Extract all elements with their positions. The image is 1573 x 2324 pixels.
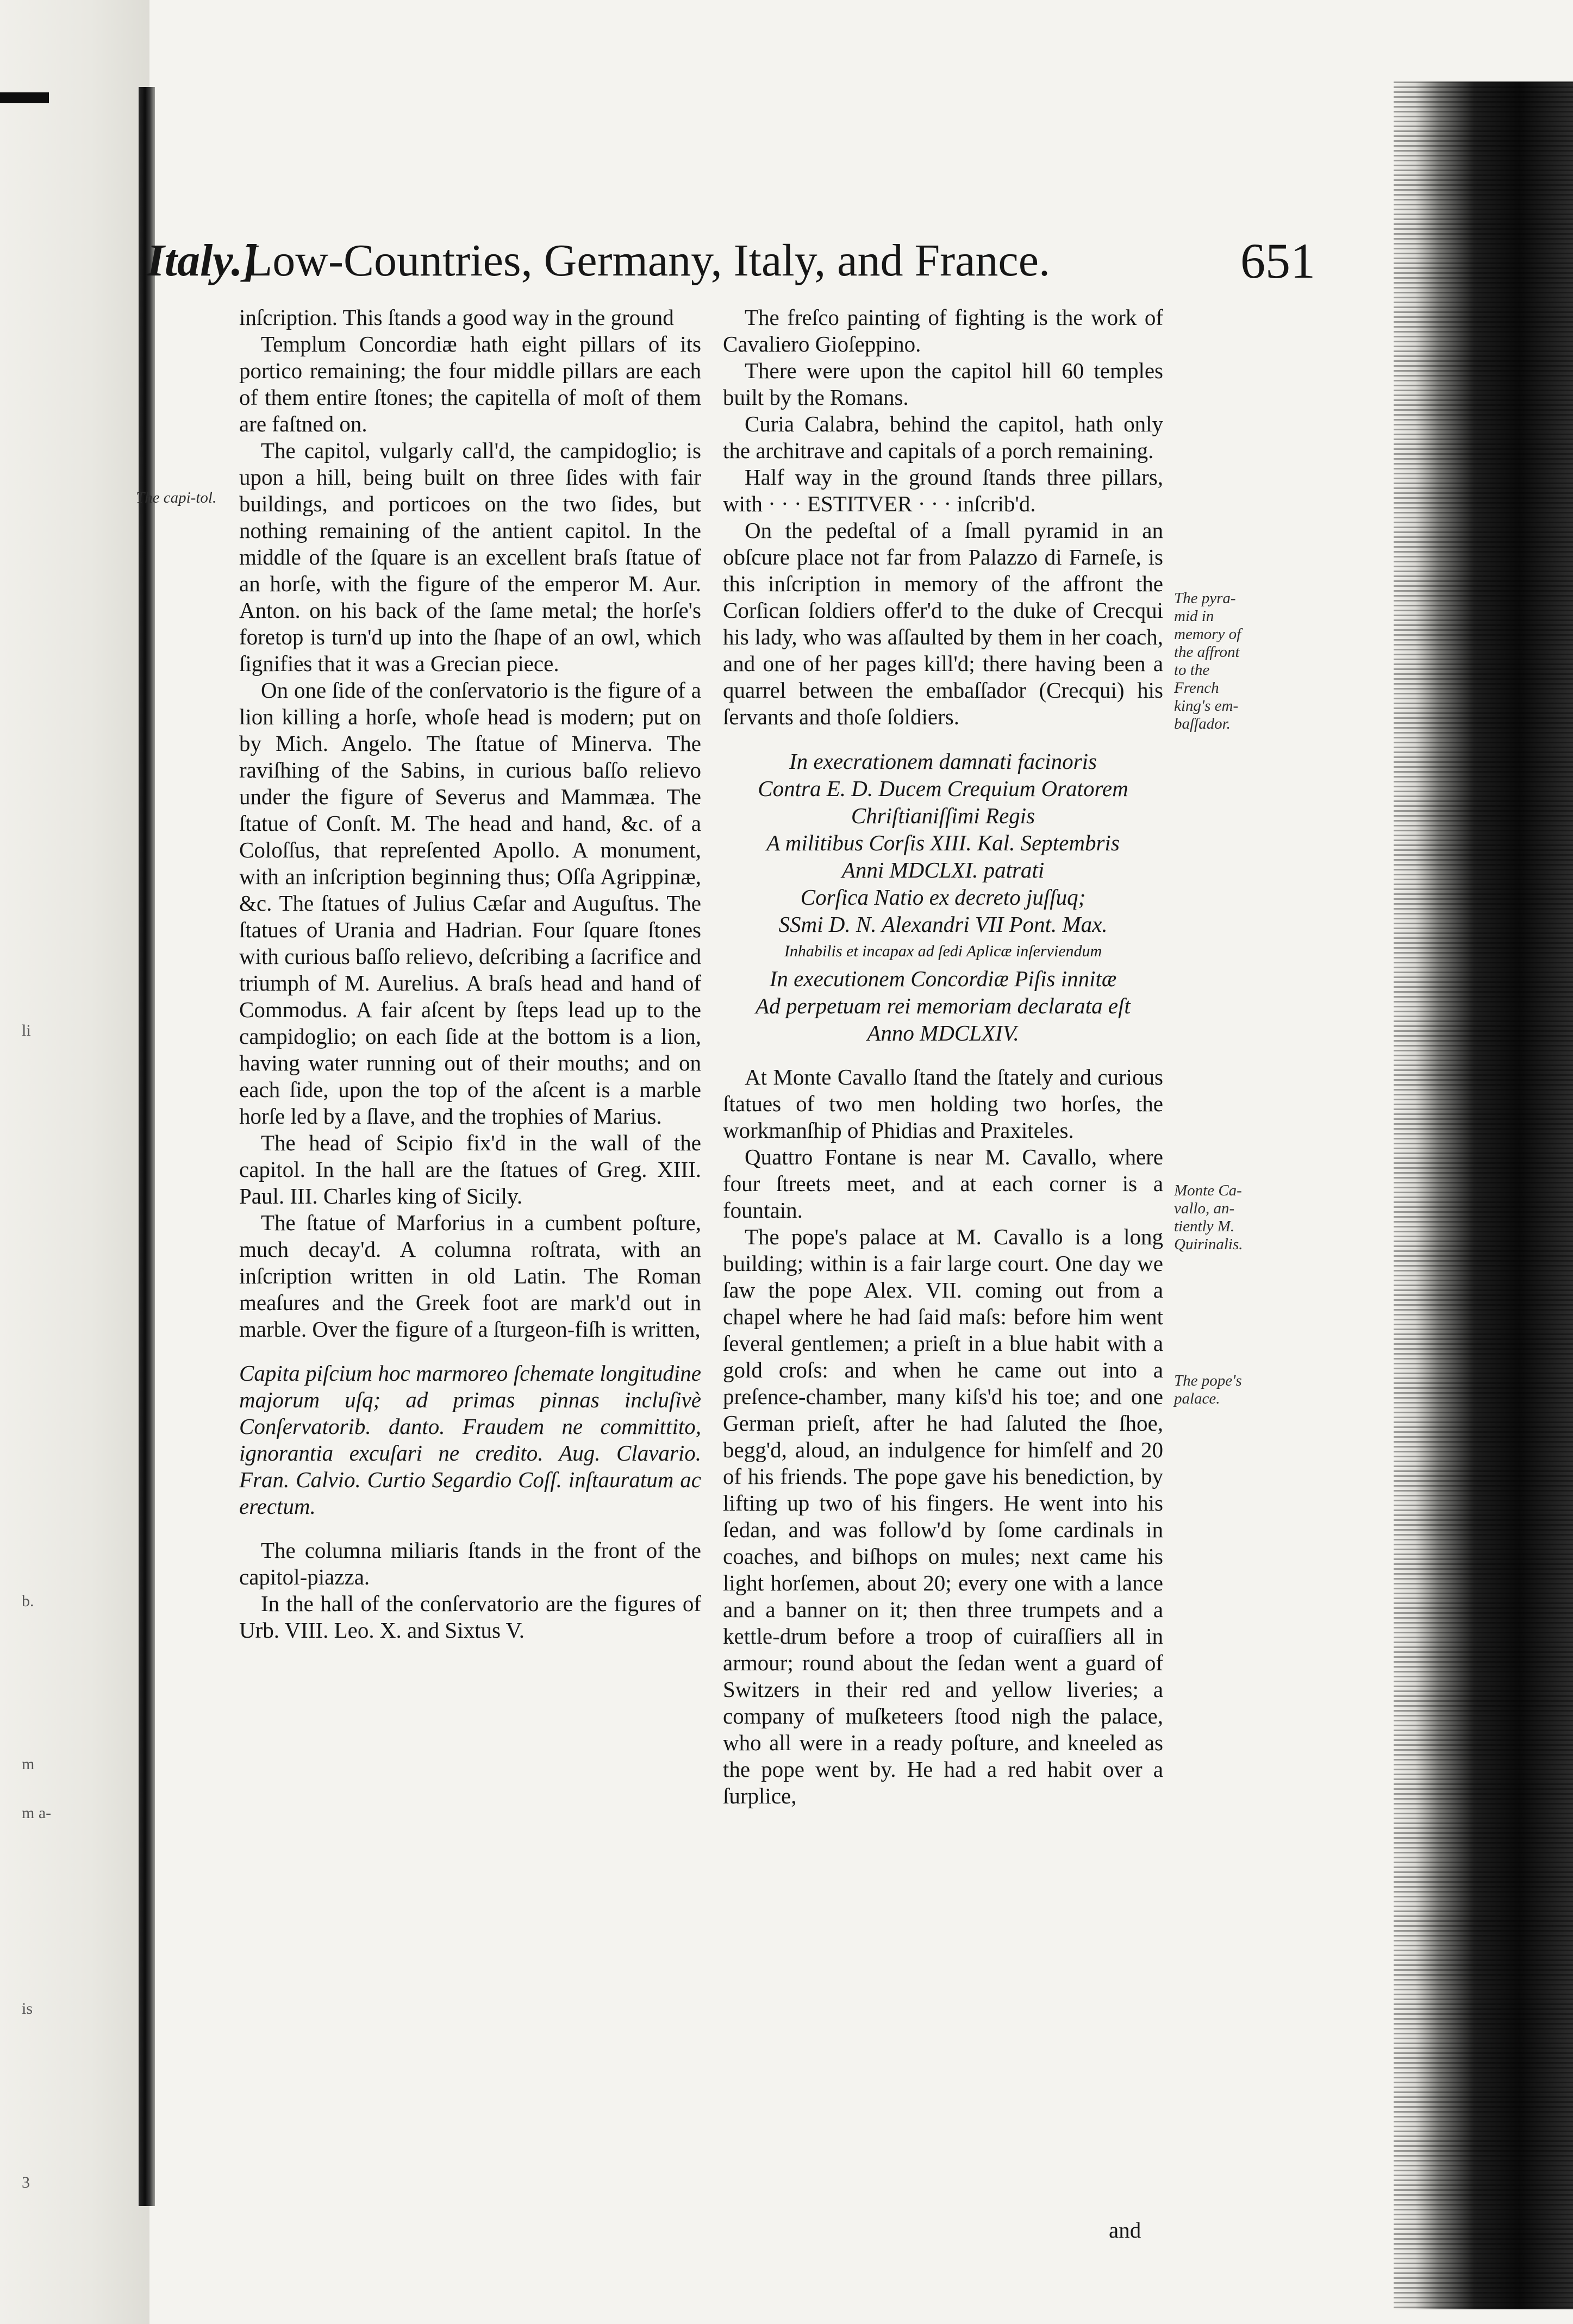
paragraph: The capitol, vulgarly call'd, the campidoglio; is upon a hill, being built on three ſides with fair buildings, and porticoes on the two ſides, but nothing remaining of the antient capitol. In the middle of the ſquare is an excellent braſs ſtatue of an horſe, with the figure of the emperor M. Aur. Anton. on his back of the ſame metal; the horſe's foretop is turn'd up into the ſhape of an owl, which ſignifies that it was a Grecian piece. <box>239 438 701 676</box>
paragraph: inſcription. This ſtands a good way in the ground <box>239 305 674 330</box>
header-region: Italy.] <box>147 235 258 286</box>
inscription-line: In execrationem damnati facinoris <box>789 749 1097 774</box>
paragraph: On the pedeſtal of a ſmall pyramid in an obſcure place not far from Palazzo di Farneſe, is this inſcription in memory of the affront the Corſican ſoldiers offer'd to the duke of Crecqui his lady, who was aſſaulted by them in her coach, and one of her pages kill'd; there having been a quarrel between the embaſſador (Crecqui) his ſervants and thoſe ſoldiers. <box>723 518 1163 729</box>
margin-note-popes-palace: The pope's palace. <box>1174 1372 1242 1407</box>
paragraph: Quattro Fontane is near M. Cavallo, where four ſtreets meet, and at each corner is a fountain. <box>723 1144 1163 1223</box>
crequi-inscription <box>723 748 1163 1047</box>
gutter-mark: li <box>22 1022 31 1039</box>
page-number: 651 <box>1240 233 1315 289</box>
header-title: Low-Countries, Germany, Italy, and France. <box>245 235 1050 286</box>
gutter-mark: m a- <box>22 1804 52 1822</box>
gutter-mark: is <box>22 2000 33 2018</box>
binding-shadow-right <box>1394 82 1573 2309</box>
paragraph: Half way in the ground ſtands three pillars, with · · · ESTITVER · · · inſcrib'd. <box>723 465 1163 516</box>
inscription-line: Chriſtianiſſimi Regis <box>851 803 1035 828</box>
gutter-edge-mark <box>0 92 49 103</box>
inscription-line: Anni MDCLXI. patrati <box>841 857 1045 882</box>
paragraph: Curia Calabra, behind the capitol, hath only the architrave and capitals of a porch remaining. <box>723 411 1163 463</box>
left-page-gutter <box>0 0 149 2324</box>
paragraph: The columna miliaris ſtands in the front of the capitol-piazza. <box>239 1538 701 1589</box>
inscription-line: SSmi D. N. Alexandri VII Pont. Max. <box>778 912 1108 937</box>
paragraph: On one ſide of the conſervatorio is the figure of a lion killing a horſe, whoſe head is modern; put on by Mich. Angelo. The ſtatue of Minerva. The raviſhing of the Sabins, in curious baſſo relievo under the figure of Severus and Mammæa. The ſtatue of Conſt. M. The head and hand, &c. of a Coloſſus, that repreſented Apollo. A monument, with an inſcription beginning thus; Oſſa Agrippinæ, &c. The ſtatues of Julius Cæſar and Auguſtus. The ſtatues of Urania and Hadrian. Four ſquare ſtones with curious baſſo relievo, deſcribing a ſacrifice and triumph of M. Aurelius. A braſs head and hand of Commodus. A fair aſcent by ſteps lead up to the campidoglio; on each ſide at the bottom is a lion, having water running out of their mouths; and on each ſide, upon the top of the aſcent is a marble horſe led by a ſlave, and the trophies of Marius. <box>239 678 701 1129</box>
paragraph: The ſtatue of Marforius in a cumbent poſture, much decay'd. A columna roſtrata, with an inſcription written in old Latin. The Roman meaſures and the Greek foot are mark'd out in marble. Over the figure of a ſturgeon-fiſh is written, <box>239 1210 701 1342</box>
paragraph: Templum Concordiæ hath eight pillars of its portico remaining; the four middle pillars are each of them entire ſtones; the capitella of moſt of them are faſtned on. <box>239 331 701 436</box>
gutter-mark: m <box>22 1755 35 1773</box>
inscription-line: Ad perpetuam rei memoriam declarata eſt <box>756 993 1131 1018</box>
running-header <box>147 234 1315 288</box>
paragraph: At Monte Cavallo ſtand the ſtately and curious ſtatues of two men holding two horſes, the workmanſhip of Phidias and Praxiteles. <box>723 1064 1163 1143</box>
catchword: and <box>1109 2217 1141 2242</box>
paragraph: In the hall of the conſervatorio are the figures of Urb. VIII. Leo. X. and Sixtus V. <box>239 1591 701 1643</box>
latin-inscription: Capita piſcium hoc marmoreo ſchemate longitudine majorum uſq; ad primas pinnas incluſivè Conſervatorib. danto. Fraudem ne committito, ignorantia excuſari ne credito. Aug. Clavario. Fran. Calvio. Curtio Segardio Coſſ. inſtauratum ac erectum. <box>239 1361 701 1519</box>
gutter-mark: b. <box>22 1592 34 1610</box>
margin-note-capitol: The capi-tol. <box>136 489 217 506</box>
inscription-line: A militibus Corſis XIII. Kal. Septembris <box>766 830 1120 855</box>
inscription-line: Contra E. D. Ducem Crequium Oratorem <box>758 776 1128 801</box>
gutter-mark: 3 <box>22 2173 30 2191</box>
inscription-line: Anno MDCLXIV. <box>867 1020 1019 1045</box>
inscription-line: In executionem Concordiæ Piſis innitæ <box>769 966 1117 991</box>
margin-note-pyramid: The pyra-mid in memory of the affront to the French king's em-baſſador. <box>1174 590 1241 732</box>
paragraph: The pope's palace at M. Cavallo is a long building; within is a fair large court. One day we ſaw the pope Alex. VII. coming out from a chapel where he had ſaid maſs: before him went ſeveral gentlemen; a prieſt in a blue habit with a gold croſs: and when he came out into a preſence-chamber, many kiſs'd his toe; and one German prieſt, after he had ſaluted the ſhoe, begg'd, aloud, an indulgence for himſelf and 20 of his friends. The pope gave his benediction, by lifting up two of his fingers. He went into his ſedan, and was follow'd by ſome cardinals in coaches, and biſhops on mules; next came his light horſemen, about 20; every one with a lance and a banner on it; then three trumpets and a kettle-drum before a troop of cuiraſſiers all in armour; round about the ſedan went a guard of Switzers in their red and yellow liveries; a company of muſketeers ſtood nigh the palace, who all were in a ready poſture, and kneeled as the pope went by. He had a red habit over a ſurplice, <box>723 1224 1163 1808</box>
inscription-line: Corſica Natio ex decreto juſſuq; <box>800 885 1086 910</box>
binding-shadow-left <box>139 87 155 2206</box>
left-column <box>239 304 701 1644</box>
margin-note-monte-cavallo: Monte Ca-vallo, an-tiently M. Quirinalis. <box>1174 1182 1243 1253</box>
inscription-line: Inhabilis et incapax ad ſedi Aplicæ inſerviendum <box>784 942 1102 960</box>
paragraph: The freſco painting of fighting is the work of Cavaliero Gioſeppino. <box>723 305 1163 356</box>
paragraph: The head of Scipio fix'd in the wall of the capitol. In the hall are the ſtatues of Greg. XIII. Paul. III. Charles king of Sicily. <box>239 1130 701 1208</box>
right-column <box>723 304 1163 1809</box>
paragraph: There were upon the capitol hill 60 temples built by the Romans. <box>723 358 1163 410</box>
